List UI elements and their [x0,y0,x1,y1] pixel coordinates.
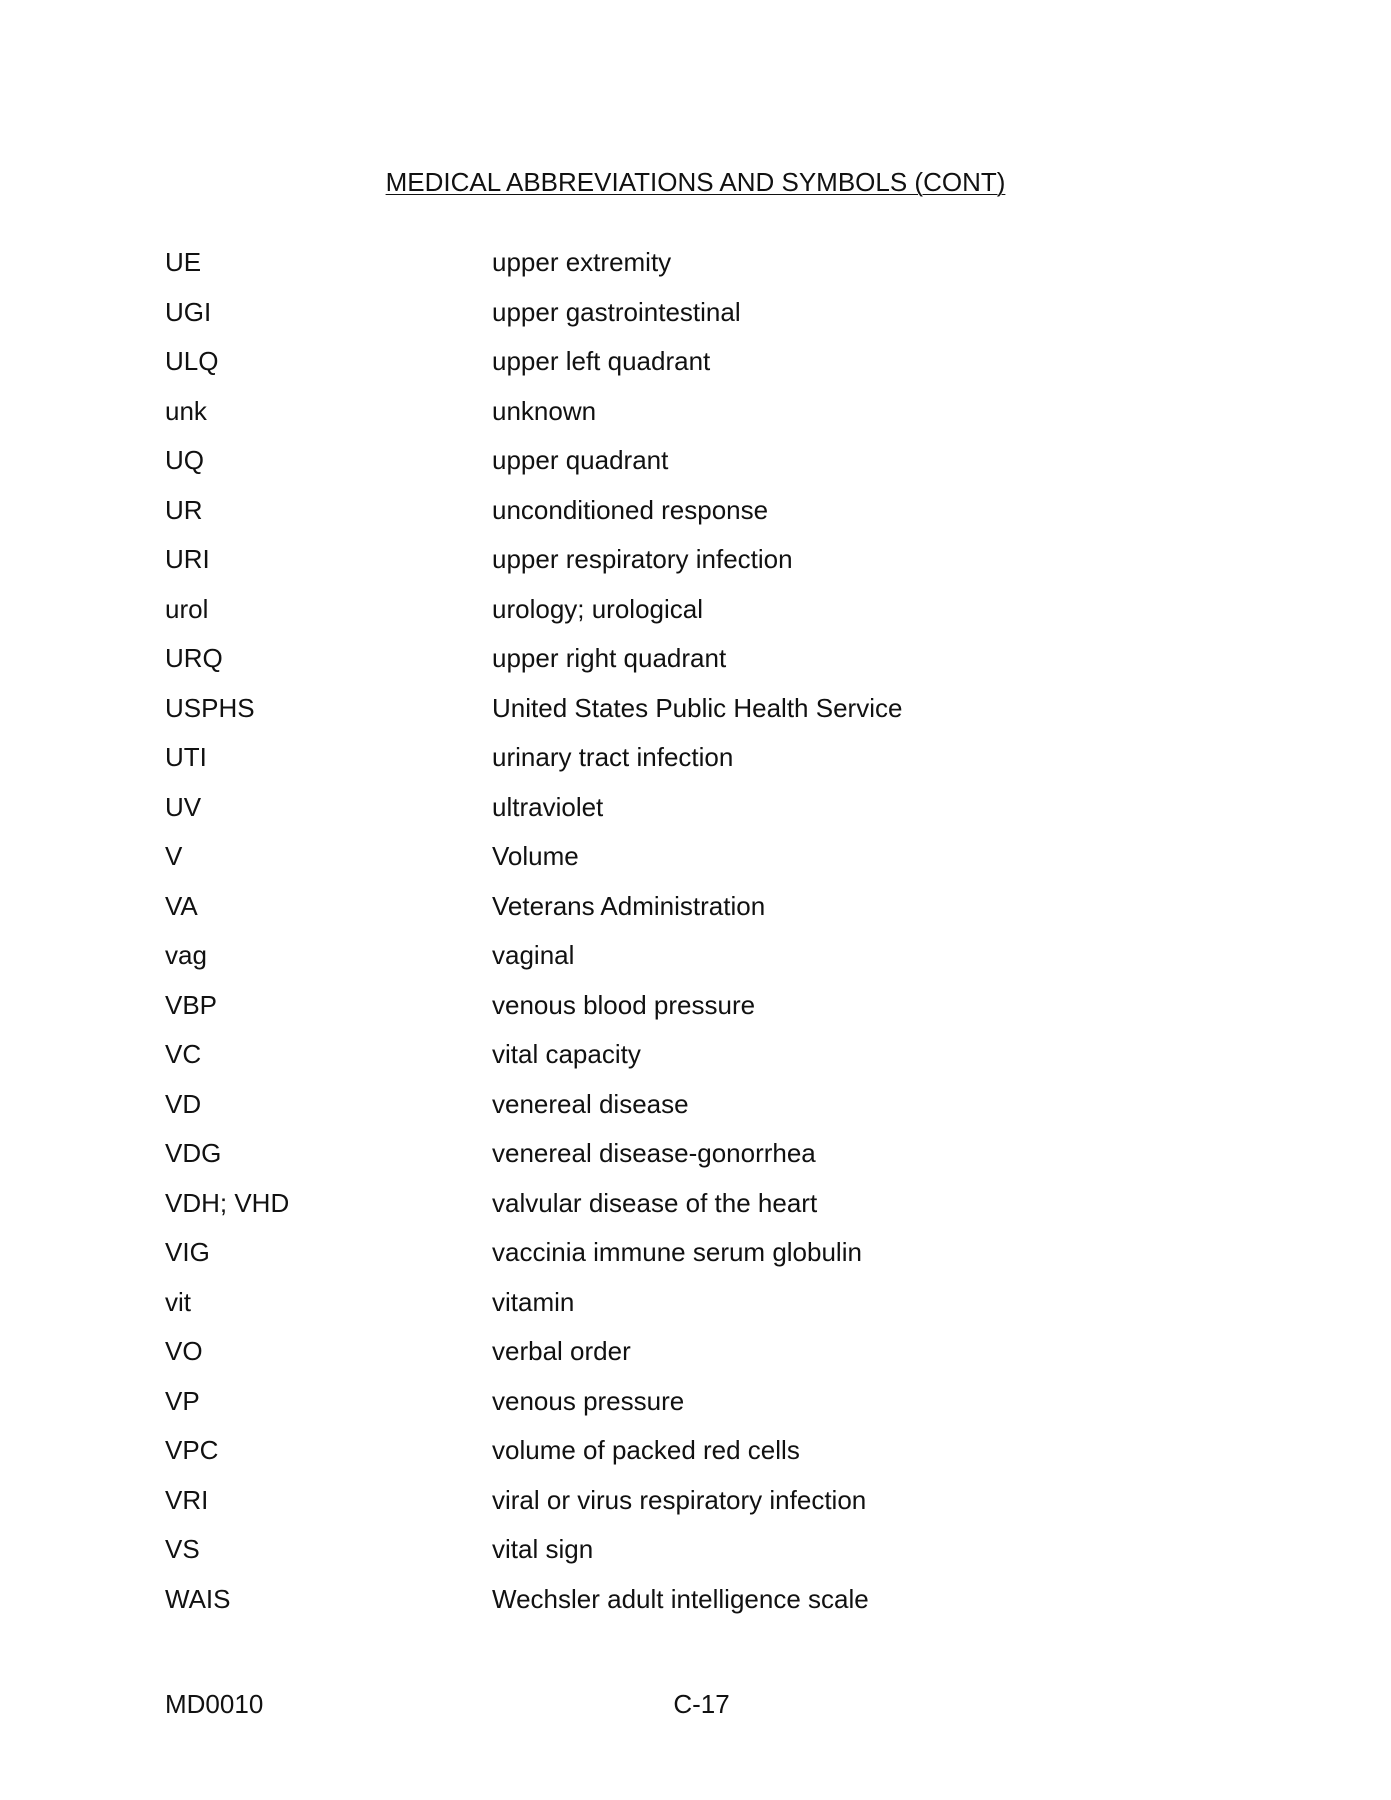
abbreviation-definition: upper gastrointestinal [492,296,741,327]
abbreviation-definition: upper extremity [492,247,672,277]
abbreviation-term: VC [165,1039,202,1069]
abbreviation-definition: vaginal [492,940,575,970]
abbreviation-definition: upper respiratory infection [492,544,793,574]
abbreviation-definition: valvular disease of the heart [492,1187,818,1218]
abbreviation-definition: vital sign [492,1534,594,1564]
abbreviation-term: VRI [165,1484,209,1515]
page-title: MEDICAL ABBREVIATIONS AND SYMBOLS (CONT) [385,167,1006,197]
page-number: C-17 [673,1689,730,1719]
abbreviation-term: V [165,841,183,871]
abbreviation-row [0,1583,1391,1633]
abbreviation-definition: venereal disease-gonorrhea [492,1138,816,1168]
abbreviation-definition: upper quadrant [492,445,669,475]
abbreviation-row [0,246,1391,296]
abbreviation-term: USPHS [165,692,255,723]
abbreviation-definition: Volume [492,841,579,871]
abbreviation-row [0,395,1391,445]
abbreviation-definition: vaccinia immune serum globulin [492,1237,862,1267]
abbreviation-row [0,1335,1391,1385]
abbreviation-definition: ultraviolet [492,791,604,822]
abbreviation-term: UV [165,791,202,822]
abbreviation-row [0,494,1391,544]
abbreviation-term: URQ [165,643,223,673]
abbreviation-definition: United States Public Health Service [492,692,903,723]
abbreviation-row [0,1187,1391,1237]
abbreviation-term: UGI [165,296,212,327]
abbreviation-definition: unknown [492,395,597,426]
abbreviation-definition: urology; urological [492,593,704,624]
abbreviation-row [0,1088,1391,1138]
abbreviation-definition: vitamin [492,1286,575,1317]
abbreviation-row [0,1385,1391,1435]
abbreviation-term: VD [165,1088,202,1119]
abbreviation-term: ULQ [165,346,219,376]
abbreviation-definition: Veterans Administration [492,890,766,921]
abbreviation-row [0,1286,1391,1336]
abbreviation-term: unk [165,395,207,426]
abbreviation-term: UR [165,494,203,525]
abbreviation-row [0,1038,1391,1088]
abbreviation-term: UE [165,247,202,277]
abbreviation-row [0,543,1391,593]
abbreviation-definition: venous pressure [492,1385,685,1416]
abbreviation-term: VP [165,1385,200,1416]
abbreviation-term: VA [165,890,198,921]
abbreviation-row [0,840,1391,890]
abbreviation-row [0,989,1391,1039]
abbreviation-term: WAIS [165,1583,231,1614]
abbreviation-definition: volume of packed red cells [492,1435,800,1465]
abbreviation-row [0,939,1391,989]
abbreviation-term: VDH; VHD [165,1187,290,1218]
abbreviation-row [0,444,1391,494]
abbreviation-row [0,345,1391,395]
abbreviation-term: UTI [165,742,207,772]
abbreviation-term: URI [165,544,210,574]
abbreviation-row [0,1533,1391,1583]
abbreviation-term: VO [165,1336,203,1366]
abbreviation-row [0,890,1391,940]
abbreviation-row [0,741,1391,791]
abbreviation-definition: verbal order [492,1336,631,1366]
abbreviation-list [0,246,1391,1632]
abbreviation-definition: unconditioned response [492,494,769,525]
abbreviation-definition: viral or virus respiratory infection [492,1484,867,1515]
abbreviation-definition: vital capacity [492,1039,641,1069]
abbreviation-definition: upper right quadrant [492,643,727,673]
abbreviation-definition: urinary tract infection [492,742,734,772]
abbreviation-row [0,1137,1391,1187]
abbreviation-term: urol [165,593,209,624]
abbreviation-row [0,593,1391,643]
abbreviation-row [0,692,1391,742]
abbreviation-term: vit [165,1286,191,1317]
abbreviation-row [0,791,1391,841]
document-code: MD0010 [165,1689,264,1719]
abbreviation-term: VS [165,1534,200,1564]
abbreviation-term: vag [165,940,207,970]
abbreviation-row [0,1484,1391,1534]
abbreviation-term: VIG [165,1237,210,1267]
abbreviation-term: VDG [165,1138,222,1168]
abbreviation-row [0,1236,1391,1286]
abbreviation-definition: Wechsler adult intelligence scale [492,1583,869,1614]
abbreviation-row [0,296,1391,346]
abbreviation-term: VPC [165,1435,219,1465]
abbreviation-definition: venereal disease [492,1088,689,1119]
abbreviation-row [0,1434,1391,1484]
abbreviation-definition: venous blood pressure [492,989,756,1020]
abbreviation-term: UQ [165,445,204,475]
abbreviation-row [0,642,1391,692]
abbreviation-definition: upper left quadrant [492,346,711,376]
abbreviation-term: VBP [165,989,218,1020]
